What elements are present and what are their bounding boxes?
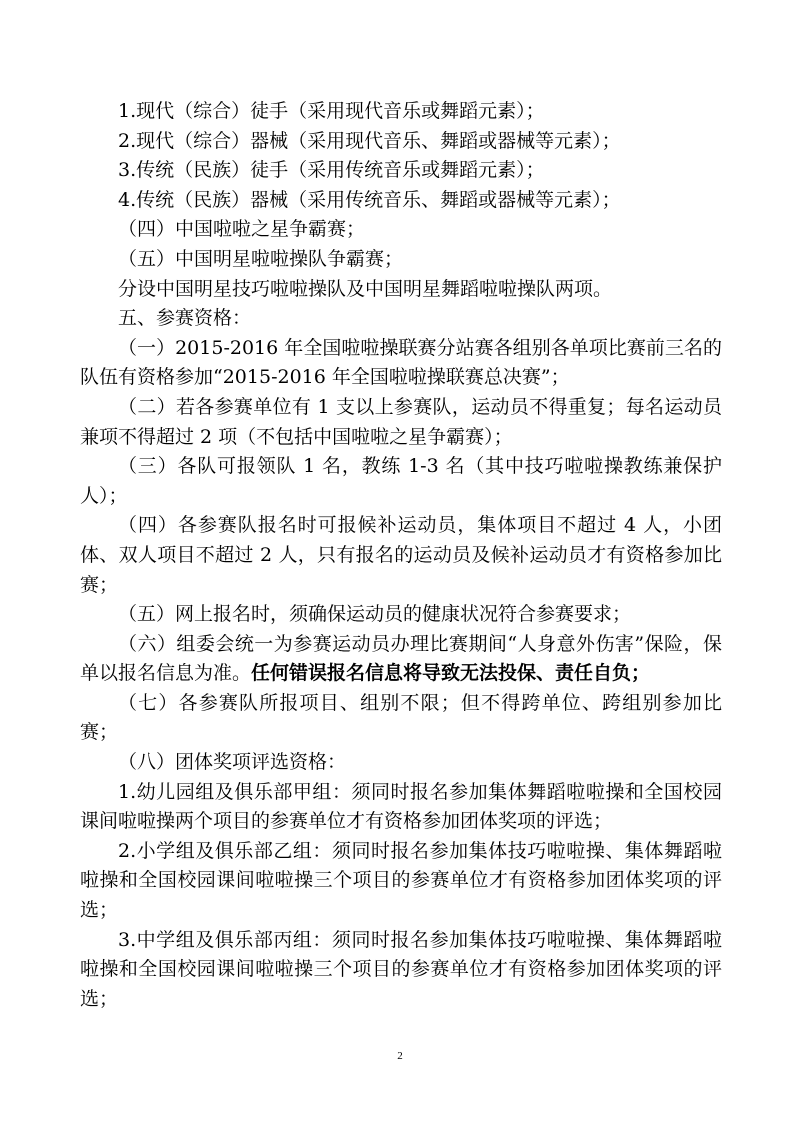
section-heading-5: 五、参赛资格： (118, 307, 252, 330)
section-note: 分设中国明星技巧啦啦操队及中国明星舞蹈啦啦操队两项。 (118, 277, 613, 300)
eligibility-item-1: （一）2015-2016 年全国啦啦操联赛分站赛各组别各单项比赛前三名的队伍有资格参加“2015-2016 年全国啦啦操联赛总决赛”； (80, 336, 722, 389)
section-item-5: （五）中国明星啦啦操队争霸赛； (118, 247, 404, 270)
eligibility-item-7: （七）各参赛队所报项目、组别不限；但不得跨单位、跨组别参加比赛； (80, 691, 722, 744)
eligibility-item-3: （三）各队可报领队 1 名，教练 1-3 名（其中技巧啦啦操教练兼保护人）； (80, 455, 722, 507)
page-number: 2 (397, 1050, 403, 1062)
eligibility-item-8: （八）团体奖项评选资格： (118, 751, 347, 774)
eligibility-item-6-bold: 任何错误报名信息将导致无法投保、责任自负； (251, 662, 651, 685)
eligibility-item-5: （五）网上报名时，须确保运动员的健康状况符合参赛要求； (118, 603, 632, 626)
section-item-4: （四）中国啦啦之星争霸赛； (118, 218, 366, 241)
team-award-item-1: 1.幼儿园组及俱乐部甲组：须同时报名参加集体舞蹈啦啦操和全国校园课间啦啦操两个项目的参赛单位才有资格参加团体奖项的评选； (80, 780, 722, 833)
list-item-4: 4.传统（民族）器械（采用传统音乐、舞蹈或器械等元素）； (118, 188, 621, 211)
eligibility-item-4: （四）各参赛队报名时可报候补运动员，集体项目不超过 4 人，小团体、双人项目不超过 2 人，只有报名的运动员及候补运动员才有资格参加比赛； (80, 514, 722, 596)
list-item-3: 3.传统（民族）徒手（采用传统音乐或舞蹈元素）； (118, 159, 545, 182)
eligibility-item-6 (80, 630, 722, 689)
eligibility-item-2: （二）若各参赛单位有 1 支以上参赛队，运动员不得重复；每名运动员兼项不得超过 2 项（不包括中国啦啦之星争霸赛）； (80, 395, 722, 448)
eligibility-item-6-text: （六）组委会统一为参赛运动员办理比赛期间“人身意外伤害”保险，保单以报名信息为准。 (80, 632, 722, 685)
team-award-item-3: 3.中学组及俱乐部丙组：须同时报名参加集体技巧啦啦操、集体舞蹈啦啦操和全国校园课间啦啦操三个项目的参赛单位才有资格参加团体奖项的评选； (80, 928, 722, 1010)
list-item-2: 2.现代（综合）器械（采用现代音乐、舞蹈或器械等元素）； (118, 129, 621, 152)
team-award-item-2: 2.小学组及俱乐部乙组：须同时报名参加集体技巧啦啦操、集体舞蹈啦啦操和全国校园课间啦啦操三个项目的参赛单位才有资格参加团体奖项的评选； (80, 839, 722, 922)
list-item-1: 1.现代（综合）徒手（采用现代音乐或舞蹈元素）； (118, 100, 545, 122)
document-body (80, 97, 722, 1014)
